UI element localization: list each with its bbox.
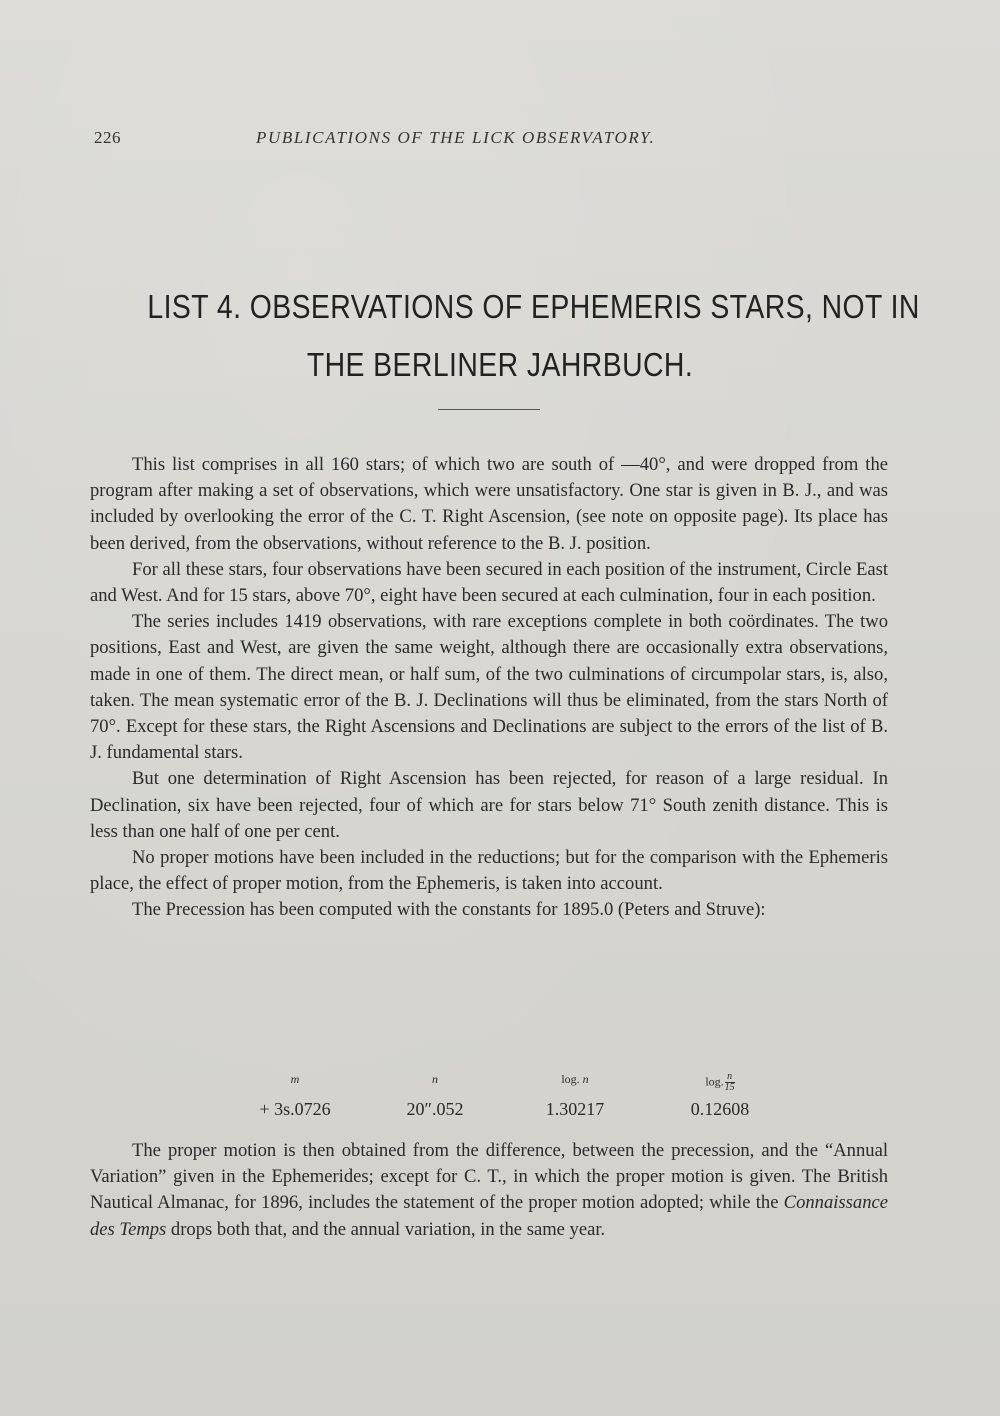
page-number: 226 xyxy=(94,128,121,147)
section-title xyxy=(147,278,920,394)
constant-log-n15-value: 0.12608 xyxy=(690,1099,750,1119)
constant-log-n15-column xyxy=(660,1072,780,1120)
constant-n-value: 20″.052 xyxy=(406,1099,464,1119)
page-header xyxy=(0,128,1000,154)
constant-log-n15-label xyxy=(660,1072,780,1098)
constant-log-n-label xyxy=(520,1072,630,1098)
constant-log-n-column xyxy=(520,1072,630,1120)
closing-paragraph xyxy=(90,1138,888,1243)
running-head: PUBLICATIONS OF THE LICK OBSERVATORY. xyxy=(256,128,656,147)
paragraph-2: For all these stars, four observations have been secured in each position of the instrument, Circle East and West. And for 15 stars, above 70°, eight have been secured at each culmination, four in each position. xyxy=(90,558,888,607)
title-divider-rule xyxy=(438,409,540,410)
closing-text-after: drops both that, and the annual variation, in the same year. xyxy=(166,1218,606,1240)
precession-constants-table xyxy=(200,1072,820,1132)
paragraph-5: No proper motions have been included in the reductions; but for the comparison with the Ephemeris place, the effect of proper motion, from the Ephemeris, is taken into account. xyxy=(90,847,888,895)
section-title-line-2: THE BERLINER JAHRBUCH. xyxy=(306,346,694,383)
body-text xyxy=(90,452,888,924)
paragraph-4: But one determination of Right Ascension has been rejected, for reason of a large residual. In Declination, six have been rejected, four of which are for stars below 71° South zenith distance. This is less than one half of one per cent. xyxy=(90,768,888,842)
fraction-numerator: n xyxy=(725,1072,735,1083)
constant-m-value: + 3s.0726 xyxy=(259,1099,331,1119)
constant-m-column xyxy=(240,1072,350,1120)
paragraph-3: The series includes 1419 observations, with rare exceptions complete in both coördinates. The two positions, East and West, are given the same weight, although there are occasionally extra observations, made in one of them. The direct mean, or half sum, of the two culminations of circumpolar stars, is, also, taken. The mean systematic error of the B. J. Declinations will thus be eliminated, from the stars North of 70°. Except for these stars, the Right Ascensions and Declinations are subject to the errors of the list of B. J. fundamental stars. xyxy=(90,611,888,764)
log-prefix: log. xyxy=(705,1074,724,1089)
constant-n-column xyxy=(380,1072,490,1120)
section-title-line-1: LIST 4. OBSERVATIONS OF EPHEMERIS STARS, NOT IN xyxy=(147,288,920,325)
closing-text-before: The proper motion is then obtained from the difference, between the precession, and the “Annual Variation” given in the Ephemerides; except for C. T., in which the proper motion is given. The British Nautical Almanac, for 1896, includes the statement of the proper motion adopted; while the xyxy=(90,1140,888,1214)
closing-paragraph-block xyxy=(90,1138,888,1243)
log-n-variable: n xyxy=(582,1072,589,1086)
log-prefix: log. xyxy=(561,1072,580,1086)
constant-log-n-value: 1.30217 xyxy=(545,1099,605,1119)
constant-n-label: n xyxy=(432,1072,438,1086)
fraction-denominator: 15 xyxy=(724,1082,735,1093)
paragraph-6: The Precession has been computed with the constants for 1895.0 (Peters and Struve): xyxy=(132,899,766,921)
paragraph-1: This list comprises in all 160 stars; of which two are south of —40°, and were dropped from the program after making a set of observations, which were unsatisfactory. One star is given in B. J., and was included by overlooking the error of the C. T. Right Ascension, (see note on opposite page). Its place has been derived, from the observations, without reference to the B. J. position. xyxy=(90,454,888,554)
constant-m-label: m xyxy=(290,1072,300,1086)
fraction-n-over-15 xyxy=(725,1072,735,1093)
closing-italic-title: Connaissance des Temps xyxy=(90,1192,888,1240)
